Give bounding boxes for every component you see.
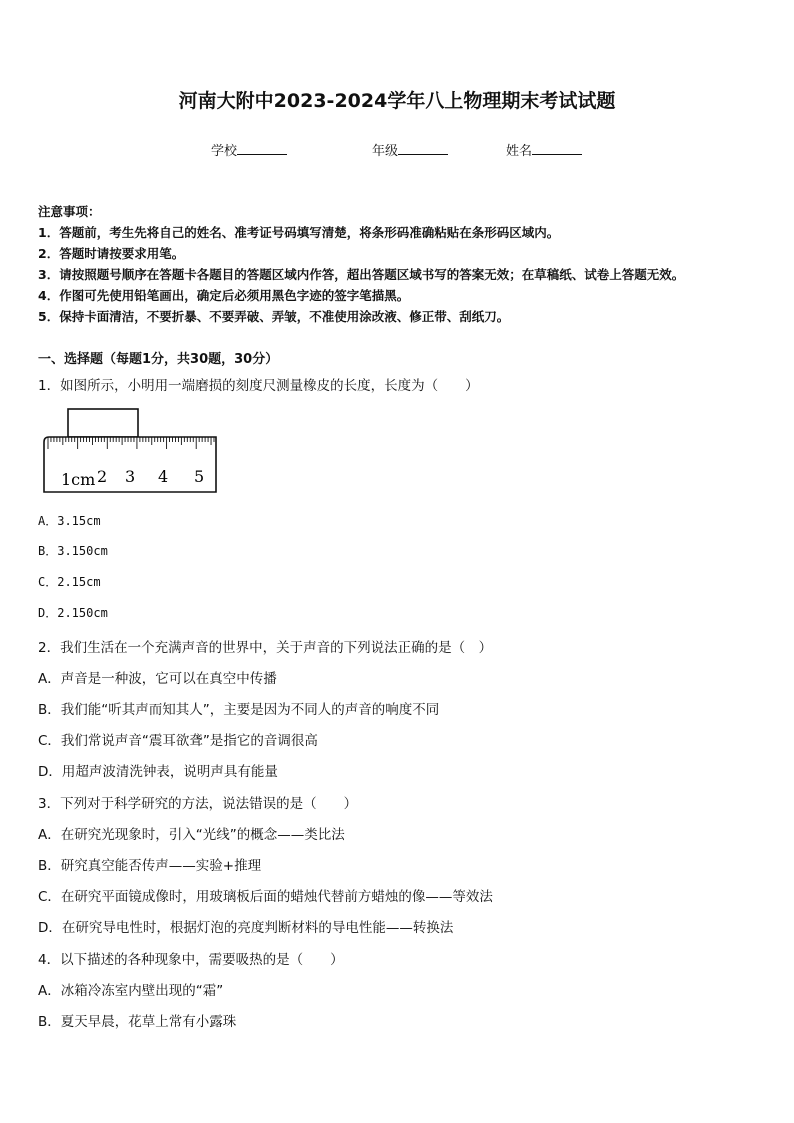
grade-field [372,140,448,159]
name-field [506,140,582,159]
name-blank[interactable] [532,142,582,155]
option-a[interactable]: A．冰箱冷冻室内壁出现的“霜” [38,983,224,999]
ruler-label-1cm: 1cm [61,470,96,489]
ruler-label-2: 2 [97,467,108,486]
school-field [211,140,287,159]
grade-blank[interactable] [398,142,448,155]
note-item: 5．保持卡面清洁，不要折暴、不要弄破、弄皱，不准使用涂改液、修正带、刮纸刀。 [38,309,510,324]
eraser-shape [68,409,138,437]
note-item: 3．请按照题号顺序在答题卡各题目的答题区域内作答，超出答题区域书写的答案无效；在草稿纸、试卷上答题无效。 [38,267,685,282]
option-d[interactable]: D．2.150cm [38,606,108,620]
option-c[interactable]: C．在研究平面镜成像时，用玻璃板后面的蜡烛代替前方蜡烛的像——等效法 [38,889,493,905]
school-label: 学校 [211,144,238,159]
ruler-figure [36,406,220,498]
option-d[interactable]: D．在研究导电性时，根据灯泡的亮度判断材料的导电性能——转换法 [38,920,454,936]
option-a[interactable]: A．声音是一种波，它可以在真空中传播 [38,671,277,687]
notes-heading: 注意事项： [38,204,101,219]
option-b[interactable]: B．我们能“听其声而知其人”，主要是因为不同人的声音的响度不同 [38,702,440,718]
note-item: 4．作图可先使用铅笔画出，确定后必须用黑色字迹的签字笔描黑。 [38,288,410,303]
school-blank[interactable] [237,142,287,155]
page-title: 河南大附中2023-2024学年八上物理期末考试试题 [178,90,616,112]
ruler-label-5: 5 [194,467,205,486]
question-stem: 2．我们生活在一个充满声音的世界中，关于声音的下列说法正确的是（ ） [38,640,493,656]
section-title: 一、选择题（每题1分，共30题，30分） [38,352,279,367]
option-d[interactable]: D．用超声波清洗钟表，说明声具有能量 [38,764,278,780]
ruler-label-4: 4 [158,467,169,486]
option-c[interactable]: C．我们常说声音“震耳欲聋”是指它的音调很高 [38,733,318,749]
question-stem: 1．如图所示，小明用一端磨损的刻度尺测量橡皮的长度，长度为（ ） [38,378,479,394]
option-b[interactable]: B．研究真空能否传声——实验+推理 [38,858,262,874]
note-item: 1．答题前，考生先将自己的姓名、准考证号码填写清楚，将条形码准确粘贴在条形码区域内。 [38,225,560,240]
ruler-label-3: 3 [125,467,136,486]
option-b[interactable]: B．夏天早晨，花草上常有小露珠 [38,1014,237,1030]
name-label: 姓名 [506,144,533,159]
question-stem: 4．以下描述的各种现象中，需要吸热的是（ ） [38,952,344,968]
option-c[interactable]: C．2.15cm [38,575,101,589]
student-info-row [0,140,794,160]
option-a[interactable]: A．在研究光现象时，引入“光线”的概念——类比法 [38,827,345,843]
option-b[interactable]: B．3.150cm [38,544,108,558]
question-stem: 3．下列对于科学研究的方法，说法错误的是（ ） [38,796,358,812]
option-a[interactable]: A．3.15cm [38,514,101,528]
note-item: 2．答题时请按要求用笔。 [38,246,185,261]
grade-label: 年级 [372,144,399,159]
